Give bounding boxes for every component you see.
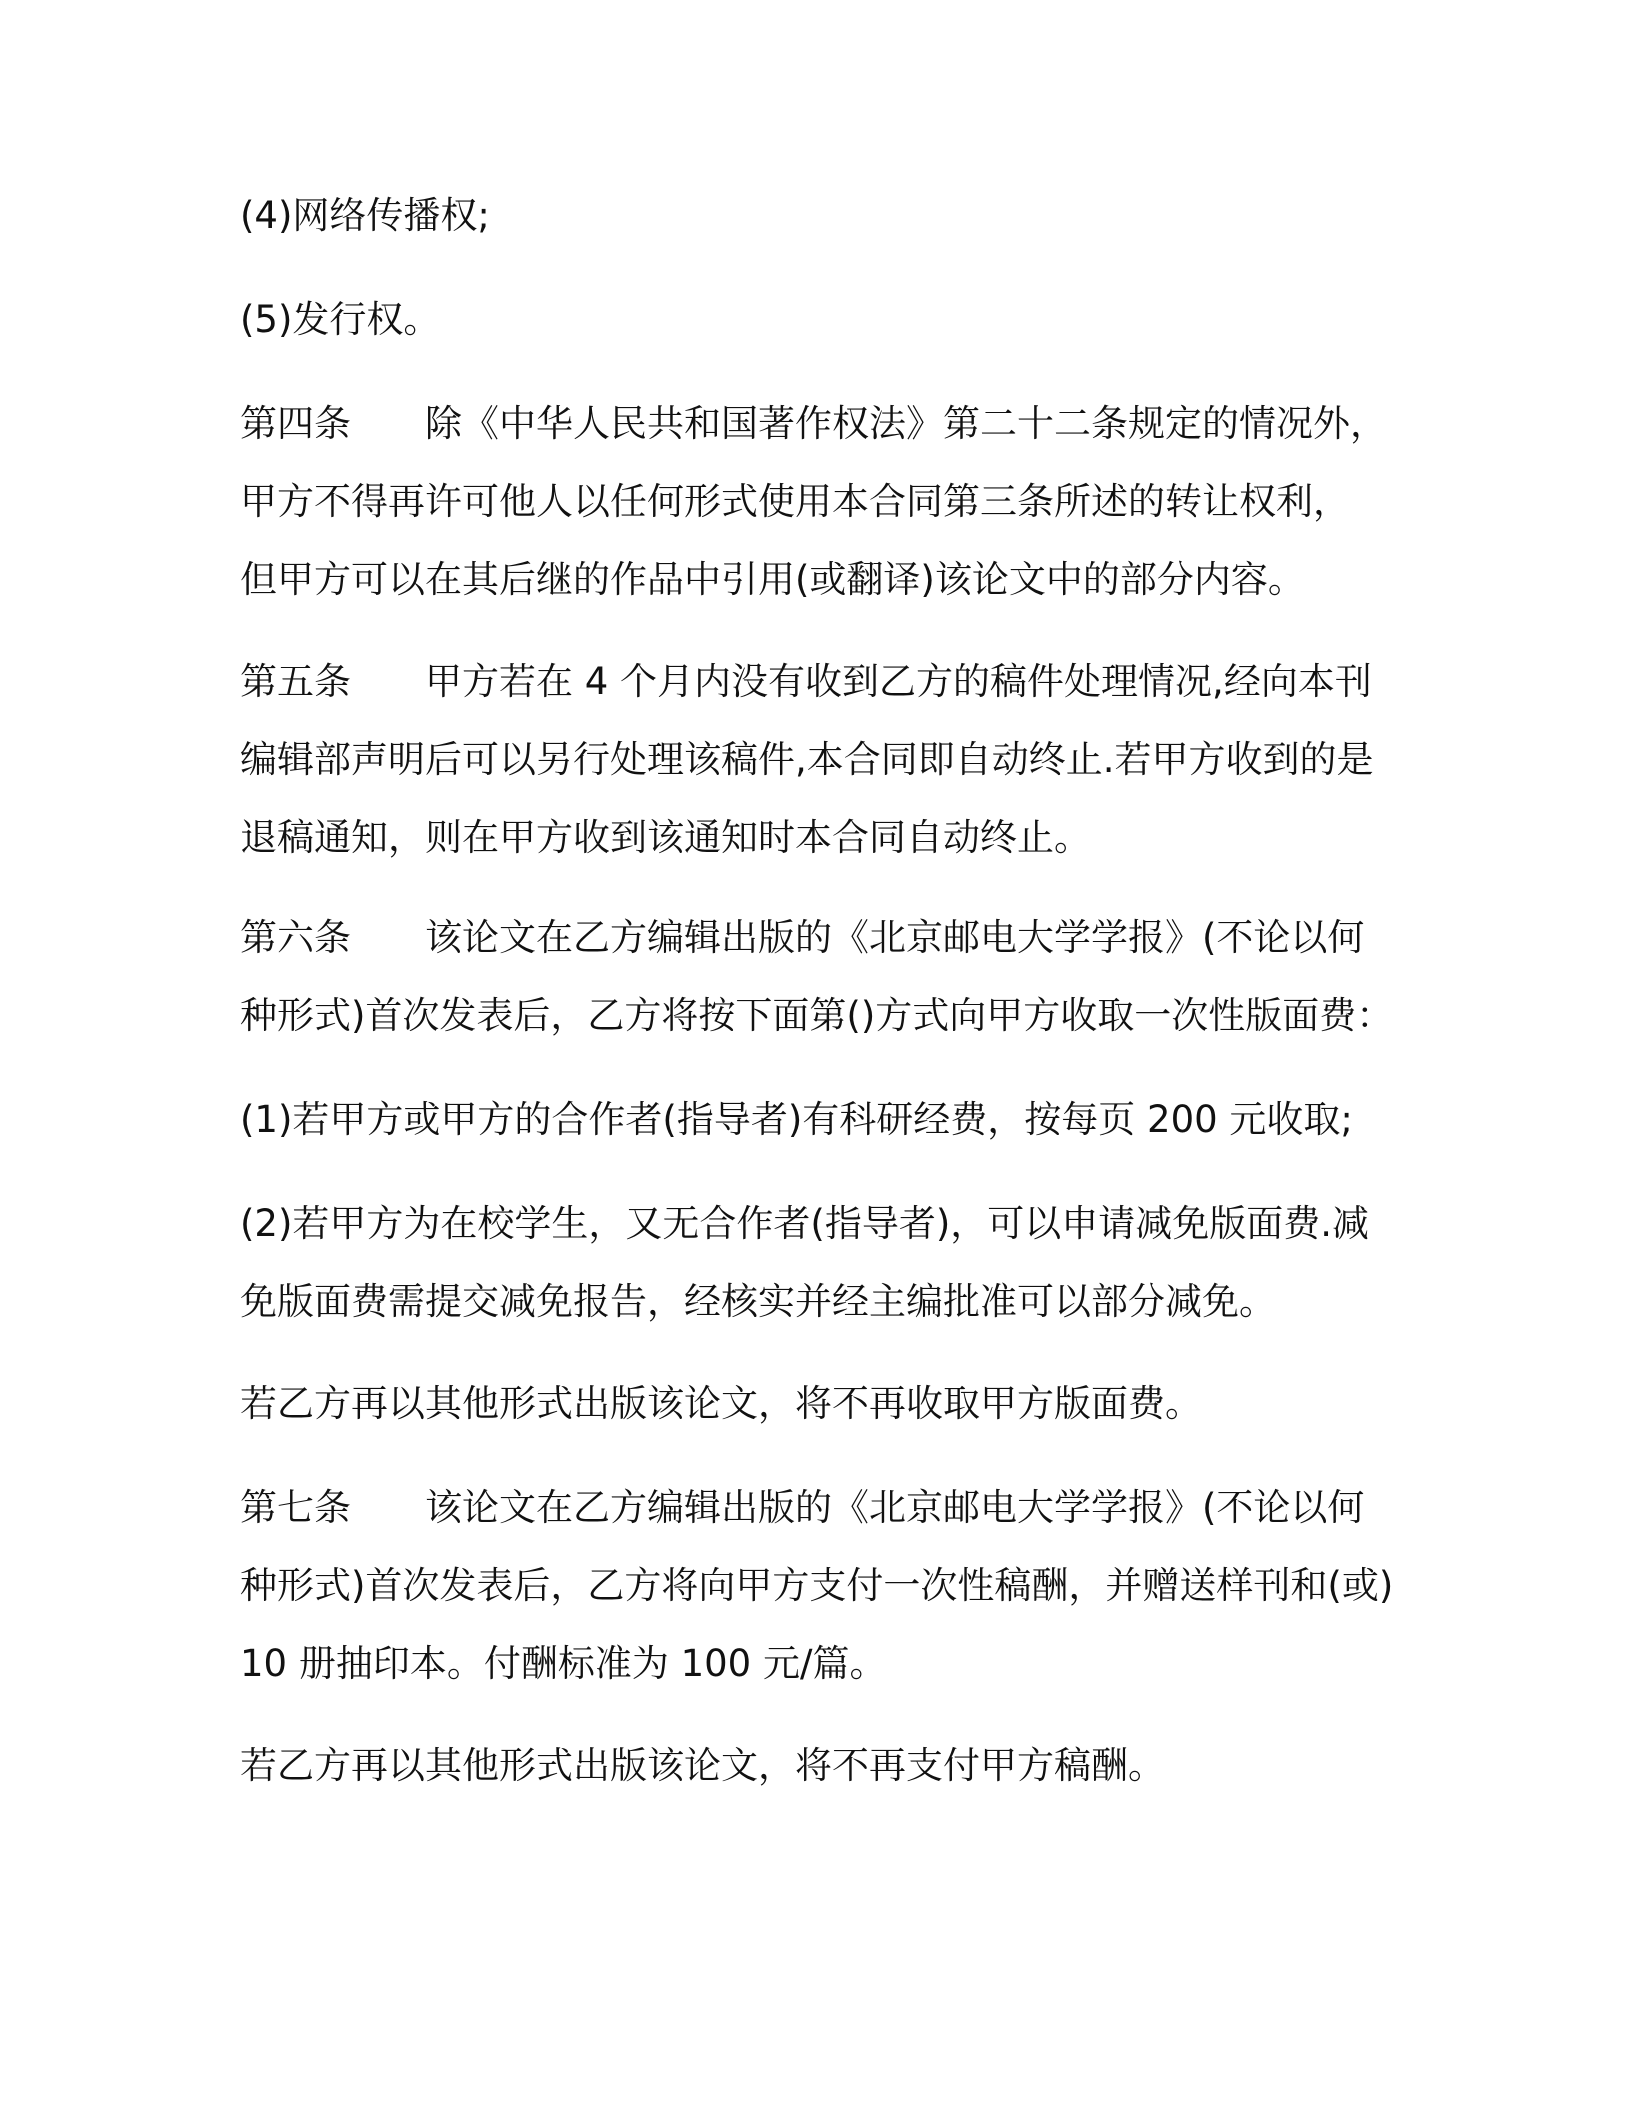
item-5-distribution-right: (5)发行权。	[240, 298, 441, 341]
item-4-network-dissemination-right: (4)网络传播权;	[240, 194, 490, 237]
article-6-closing: 若乙方再以其他形式出版该论文，将不再收取甲方版面费。	[240, 1382, 1202, 1425]
article-7-closing: 若乙方再以其他形式出版该论文，将不再支付甲方稿酬。	[240, 1744, 1165, 1787]
article-4-line-3: 但甲方可以在其后继的作品中引用(或翻译)该论文中的部分内容。	[240, 558, 1305, 601]
fee-option-2-line-2: 免版面费需提交减免报告，经核实并经主编批准可以部分减免。	[240, 1280, 1276, 1323]
article-5-line-1: 第五条 甲方若在 4 个月内没有收到乙方的稿件处理情况,经向本刊	[240, 660, 1372, 703]
article-5-line-3: 退稿通知，则在甲方收到该通知时本合同自动终止。	[240, 816, 1091, 859]
article-6-line-1: 第六条 该论文在乙方编辑出版的《北京邮电大学学报》(不论以何	[240, 916, 1365, 959]
article-4-line-2: 甲方不得再许可他人以任何形式使用本合同第三条所述的转让权利，	[240, 480, 1350, 523]
article-5-line-2: 编辑部声明后可以另行处理该稿件,本合同即自动终止.若甲方收到的是	[240, 738, 1374, 781]
fee-option-2-line-1: (2)若甲方为在校学生，又无合作者(指导者)，可以申请减免版面费.减	[240, 1202, 1370, 1245]
article-4-line-1: 第四条 除《中华人民共和国著作权法》第二十二条规定的情况外，	[240, 402, 1387, 445]
article-6-line-2: 种形式)首次发表后，乙方将按下面第()方式向甲方收取一次性版面费：	[240, 994, 1394, 1037]
article-7-line-2: 种形式)首次发表后，乙方将向甲方支付一次性稿酬，并赠送样刊和(或)	[240, 1564, 1394, 1607]
fee-option-1: (1)若甲方或甲方的合作者(指导者)有科研经费，按每页 200 元收取;	[240, 1098, 1353, 1141]
article-7-line-1: 第七条 该论文在乙方编辑出版的《北京邮电大学学报》(不论以何	[240, 1486, 1365, 1529]
article-7-line-3: 10 册抽印本。付酬标准为 100 元/篇。	[240, 1642, 887, 1685]
